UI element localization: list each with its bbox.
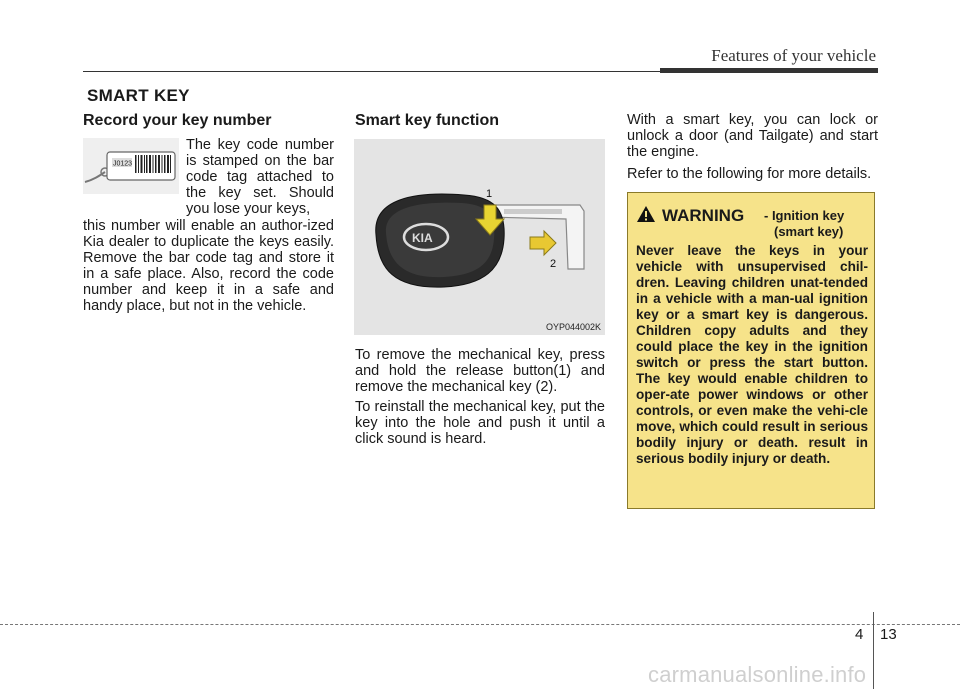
record-key-paragraph-top: The key code number is stamped on the bar code tag attached to the key set. Should you lose your keys, xyxy=(186,137,334,217)
smart-key-image xyxy=(354,139,605,335)
warning-body: Never leave the keys in your vehicle with unsupervised chil-dren. Leaving children unat-tended in a vehicle with a man-ual ignition key or a smart key is dangerous. Children copy adults and they could place the key in the ignition switch or press the start button. The key would enable children to oper-ate power windows or other controls, or even make the vehi-cle move, which could result in serious bodily injury or death. result in serious bodily injury or death. xyxy=(636,243,868,466)
remove-key-paragraph: To remove the mechanical key, press and hold the release button(1) and remove the mechanical key (2). xyxy=(355,347,605,395)
callout-2: 2 xyxy=(550,258,557,270)
tag-code-text: J0123 xyxy=(113,160,133,168)
figure-label: OYP044002K xyxy=(545,322,601,332)
section-title: SMART KEY xyxy=(87,86,190,105)
svg-text:KIA: KIA xyxy=(412,231,433,245)
record-key-heading: Record your key number xyxy=(83,112,272,129)
warning-box xyxy=(627,192,875,509)
warning-subtitle-1: - Ignition key xyxy=(764,208,845,223)
watermark: carmanualsonline.info xyxy=(648,662,867,687)
page-number-divider xyxy=(873,612,874,689)
barcode-tag-image xyxy=(83,138,179,194)
running-header: Features of your vehicle xyxy=(711,46,876,65)
record-key-paragraph-rest: this number will enable an author-ized Kia dealer to duplicate the keys easily. Remove the bar code tag and store it in a safe place. Also, record the code number and keep it in a safe and handy place, but not in the vehicle. xyxy=(83,218,334,314)
warning-subtitle-2: (smart key) xyxy=(774,224,844,239)
warning-triangle-icon xyxy=(636,205,656,228)
warning-word: WARNING xyxy=(662,206,745,225)
smart-key-intro-paragraph: With a smart key, you can lock or unlock a door (and Tailgate) and start the engine. xyxy=(627,112,878,160)
header-rule-accent xyxy=(660,68,878,73)
smart-key-function-heading: Smart key function xyxy=(355,112,500,129)
reinstall-key-paragraph: To reinstall the mechanical key, put the key into the hole and push it until a click sound is heard. xyxy=(355,399,605,447)
callout-1: 1 xyxy=(486,188,493,200)
chapter-number: 4 xyxy=(855,626,864,643)
page-number: 13 xyxy=(880,626,897,643)
refer-details-paragraph: Refer to the following for more details. xyxy=(627,166,872,182)
footer-rule xyxy=(0,624,960,625)
